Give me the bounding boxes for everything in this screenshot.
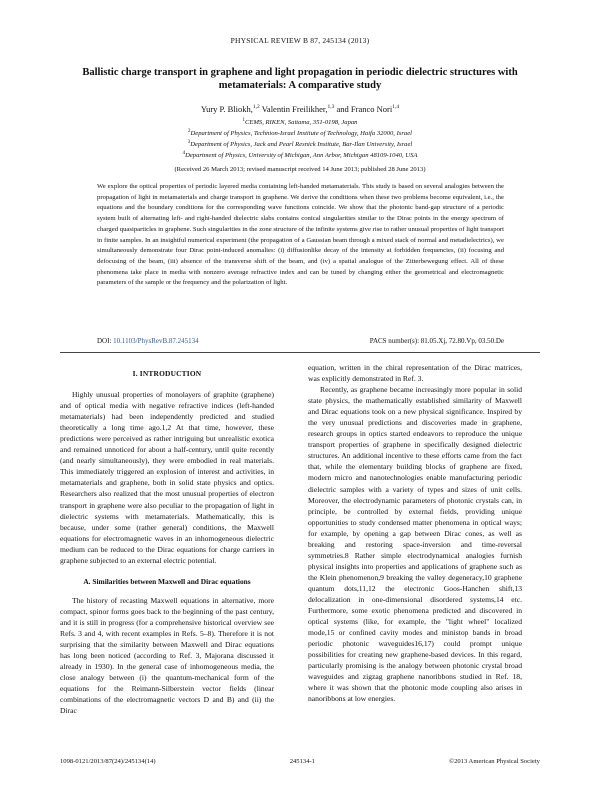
paragraph: Highly unusual properties of monolayers of graphite (graphene) and of optical media with negative refractive indices (left-handed metamaterials) had been independently predicted and studied theoretically a long time ago.1,2 At that time, however, these predictions were perceived as rather intriguing but unrealistic exotica and remained unnoticed for about a half-century, until quite recently (and nearly simultaneously), they were embodied in real materials. This immediately triggered an explosion of interest and activities, in metamaterials and graphene, both in solid state physics and optics. Researchers also realized that the most unusual properties of electron transport in graphene were also peculiar to the propagation of light in dielectric systems with metamaterials. Mathematically, this is because, under some (rather general) conditions, the Maxwell equations for electromagnetic waves in an inhomogeneous dielectric medium can be reduced to the Dirac equations for charge carriers in graphene subjected to an external electric potential. [60,390,274,565]
journal-header: PHYSICAL REVIEW B 87, 245134 (2013) [230,36,370,45]
doi-link[interactable]: 10.1103/PhysRevB.87.245134 [113,337,199,345]
paper-title: Ballistic charge transport in graphene and light propagation in periodic dielectric structures with metamaterials: A comparative study [82,67,518,91]
pacs-numbers: PACS number(s): 81.05.Xj, 72.80.Vp, 03.50.De [369,337,504,345]
affiliation-mark: 4 [182,151,186,156]
copyright: ©2013 American Physical Society [449,758,540,765]
divider [60,352,540,353]
page-number: 245134-1 [289,758,315,765]
affiliation-mark: 1 [242,118,246,123]
page-footer [60,758,540,765]
affiliation-text: Department of Physics, Jack and Pearl Resnick Institute, Bar-Ilan University, Israel [190,141,413,149]
author-line [0,104,600,114]
affiliation-text: Department of Physics, Technion-Israel Institute of Technology, Haifa 32000, Israel [190,130,412,138]
author-affil-mark: 1,2 [252,104,260,111]
paragraph: equation, written in the chiral representation of the Dirac matrices, was explicitly demonstrated in Ref. 3. [308,363,522,384]
subsection-heading: A. Similarities between Maxwell and Dirac equations [83,576,251,586]
affiliation [0,149,600,162]
affiliation-mark: 2 [188,129,191,134]
section-heading: I. INTRODUCTION [132,369,202,378]
author-name: Valentin Freilikher, [259,104,328,114]
affiliation-text: CEMS, RIKEN, Saitama, 351-0198, Japan [245,119,358,127]
abstract: We explore the optical properties of periodic layered media containing left-handed metamaterials. This study is based on several analogies between the propagation of light in metamaterials and charge transport in graphene. We derive the conditions when these two problems become equivalent, i.e., the equations and the boundary conditions for the corresponding wave functions coincide. We show that the photonic band-gap structure of a periodic system built of alternating left- and right-handed dielectric slabs contains conical singularities similar to the Dirac points in the energy spectrum of charged quasiparticles in graphene. Such singularities in the zone structure of the infinite systems give rise to rather unusual properties of light transport in finite samples. In an insightful numerical experiment (the propagation of a Gaussian beam through a mixed stack of normal and metadielectrics), we simultaneously demonstrate four Dirac point-induced anomalies: (i) diffusionlike decay of the intensity at forbidden frequencies, (ii) focusing and defocusing of the beam, (iii) absence of the transverse shift of the beam, and (iv) a spatial analogue of the Zitterbewegung effect. All of these phenomena take place in media with nonzero average refractive index and can be tuned by changing either the geometrical and electromagnetic parameters of the sample or the frequency and the polarization of light. [97,183,504,287]
doi-label: DOI: [97,337,114,345]
author-affil-mark: 1,4 [392,104,400,111]
received-dates: (Received 26 March 2013; revised manuscript received 14 June 2013; published 28 June 2013) [174,166,426,173]
author-name: Yury P. Bliokh, [200,104,253,114]
left-column [60,368,274,716]
doi-pacs-line [97,337,504,345]
paragraph: The history of recasting Maxwell equations in alternative, more compact, spinor forms goes back to the beginning of the past century, and it is still in progress (for a comprehensive historical overview see Refs. 3 and 4, with recent examples in Refs. 5–8). Therefore it is not surprising that the similarity between Maxwell and Dirac equations has long been noticed (according to Ref. 3, Majorana discussed it already in 1930). In the general case of inhomogeneous media, the close analogy between (i) the quantum-mechanical form of the equations for the Reimann-Silberstein vector fields (linear combinations of the electromagnetic vectors D and B) and (ii) the Dirac [60,595,274,716]
right-column [308,362,522,704]
author-name: and Franco Nori [334,104,393,114]
footer-issn: 1098-0121/2013/87(24)/245134(14) [60,758,156,765]
affiliation-text: Department of Physics, University of Michigan, Ann Arbor, Michigan 48109-1040, USA [185,152,418,160]
doi [97,337,199,345]
author-affil-mark: 1,3 [327,104,335,111]
affiliation-mark: 3 [187,140,191,145]
paragraph: Recently, as graphene became increasingly more popular in solid state physics, the mathematically established similarity of Maxwell and Dirac equations took on a new physical significance. Inspired by the very unusual predictions and discoveries made in graphene, research groups in optics started endeavors to reproduce the unique transport properties of graphene in specifically designed dielectric structures. An additional incentive to these efforts came from the fact that, while the elementary building blocks of graphene are fixed, modern micro and nanotechnologies enable manufacturing periodic dielectric samples with a variety of types and sizes of unit cells. Moreover, the electrodynamic parameters of photonic crystals can, in principle, be controlled by external fields, providing unique opportunities to study condensed matter phenomena in optical ways; for example, by opening a gap between Dirac cones, as well as breaking and restoring space-inversion and time-reversal symmetries.8 Rather simple electrodynamical analogies furnish physical insights into properties and applications of graphene such as the Klein phenomenon,9 breaking the valley degeneracy,10 graphene quantum dots,11,12 the electronic Goos-Hanchen shift,13 delocalization in one-dimensional disordered systems,14 etc. Furthermore, some exotic phenomena predicted and discovered in optical systems (like, for example, the "light wheel" localized mode,15 or confined cavity modes and ministop bands in broad periodic photonic waveguides16,17) could prompt unique possibilities for creating new graphene-based devices. In this regard, particularly promising is the analogy between photonic crystal broad waveguides and zigzag graphene nanoribbons studied in Ref. 18, where it was shown that the photonic mode coupling also arises in nanoribbons at low energies. [308,385,522,704]
